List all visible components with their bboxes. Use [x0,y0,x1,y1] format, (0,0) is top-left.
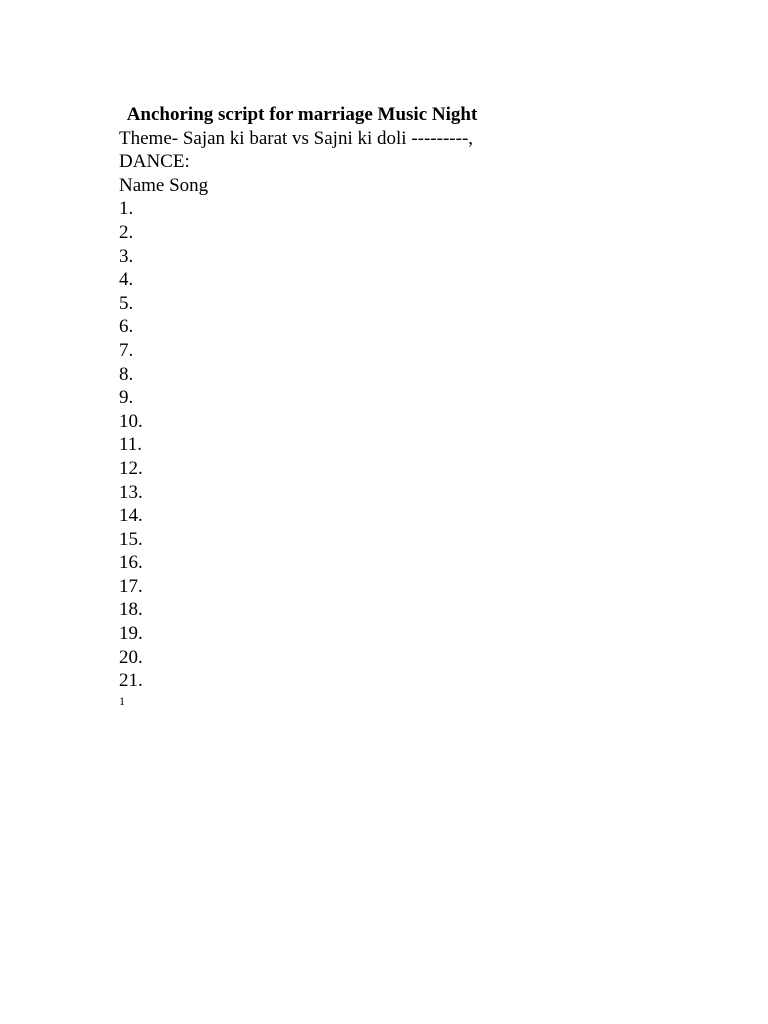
list-item: 11. [119,434,143,456]
list-item: 14. [119,505,143,527]
list-item: 15. [119,528,143,550]
list-item: 8. [119,363,134,385]
list-item: 6. [119,316,134,338]
list-item: 20. [119,646,143,668]
list-item: 16. [119,552,143,574]
list-item: 9. [119,387,134,409]
list-item: 2. [119,221,134,243]
page-number: 1 [119,693,125,708]
section-heading: DANCE: [119,151,190,173]
column-headers: Name Song [119,174,209,196]
numbered-list [119,197,719,692]
list-item: 5. [119,292,134,314]
list-item: 18. [119,599,143,621]
list-item: 13. [119,481,143,503]
list-item: 4. [119,269,134,291]
list-item: 3. [119,245,134,267]
theme-line: Theme- Sajan ki barat vs Sajni ki doli ---------, [119,127,474,149]
document-page [119,103,719,708]
list-item: 17. [119,575,143,597]
list-item: 19. [119,623,143,645]
list-item: 21. [119,670,143,692]
list-item: 7. [119,339,134,361]
list-item: 10. [119,410,143,432]
list-item: 12. [119,457,143,479]
document-title: Anchoring script for marriage Music Night [123,104,478,125]
list-item: 1. [119,198,134,220]
